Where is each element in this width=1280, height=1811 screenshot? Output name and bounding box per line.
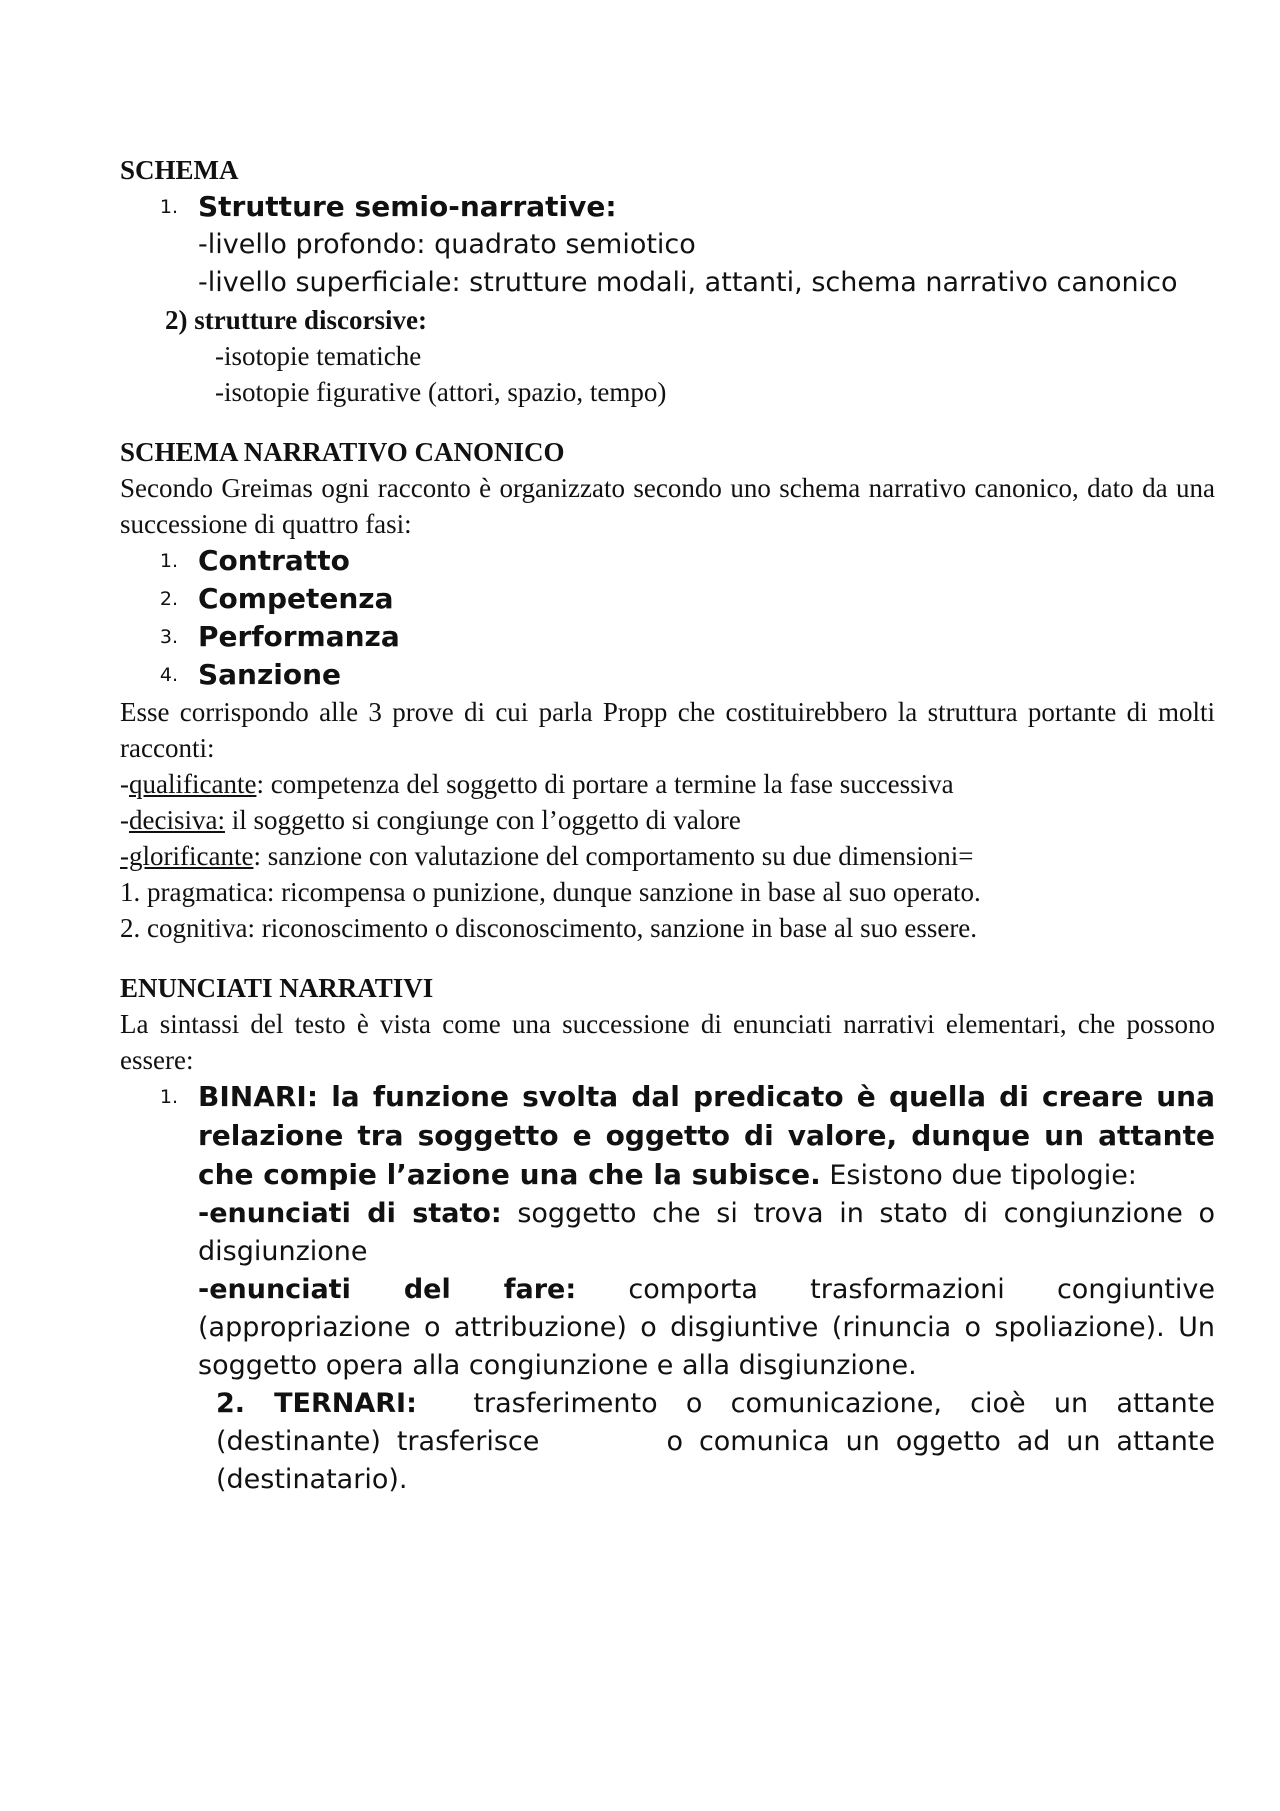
item-line: -livello profondo: quadrato semiotico [198, 229, 696, 260]
enunciati-del-fare: -enunciati del fare: comporta trasformazioni congiuntive (appropriazione o attribuzione) o disgiuntive (rinuncia o spoliazione). Un soggetto opera alla congiunzione e alla disgiunzione. [198, 1274, 1215, 1381]
document-page [120, 152, 1224, 1499]
item-line: -isotopie tematiche [215, 341, 422, 371]
schema-item-1 [120, 188, 1215, 302]
prova-decisiva: -decisiva: il soggetto si congiunge con l’oggetto di valore [120, 805, 741, 835]
enunciati-item-1: 1. BINARI: la funzione svolta dal predicato è quella di creare una relazione tra soggetto e oggetto di valore, dunque un attante che compie l’azione una che la subisce. Esistono due tipologie: -enunciati di stato: soggetto che si trova in stato di congiunzione o disgiunzione -enunciati del fare: comporta trasformazioni congiuntive (appropriazione o attribuzione) o disgiuntive (rinuncia o spoliazione). Un soggetto opera alla congiunzione e alla disgiunzione. 2. TERNARI: trasferimento o comunicazione, cioè un attante (destinante) trasferisce o comunica un oggetto ad un attante (destinatario). [120, 1078, 1215, 1499]
item-line: -isotopie figurative (attori, spazio, tempo) [215, 377, 667, 407]
phase-list [120, 542, 1215, 694]
prova-qualificante: -qualificante: competenza del soggetto di portare a termine la fase successiva [120, 769, 954, 799]
list-item: 2. Competenza [159, 582, 394, 615]
list-item: 4. Sanzione [159, 658, 342, 691]
schema-item-2-title: 2) strutture discorsive: [165, 305, 427, 335]
dimension-line: 1. pragmatica: ricompensa o punizione, dunque sanzione in base al suo operato. [120, 877, 981, 907]
paragraph: Secondo Greimas ogni racconto è organizzato secondo uno schema narrativo canonico, dato da una successione di quattro fasi: [120, 473, 1215, 539]
section-title-snc: SCHEMA NARRATIVO CANONICO [120, 437, 565, 467]
dimension-line: 2. cognitiva: riconoscimento o disconoscimento, sanzione in base al suo essere. [120, 913, 978, 943]
enunciati-di-stato: -enunciati di stato: soggetto che si trova in stato di congiunzione o disgiunzione [198, 1198, 1215, 1267]
item-title: Strutture semio-narrative: [198, 190, 617, 223]
paragraph: Esse corrispondo alle 3 prove di cui parla Propp che costituirebbero la struttura portante di molti racconti: [120, 697, 1215, 763]
enunciati-ternari: 2. TERNARI: trasferimento o comunicazione, cioè un attante (destinante) trasferisce o comunica un oggetto ad un attante (destinatario). [216, 1388, 1224, 1495]
prova-glorificante: -glorificante: sanzione con valutazione del comportamento su due dimensioni= [120, 841, 974, 871]
list-number: 1. [159, 196, 178, 218]
list-item: 3. Performanza [159, 620, 400, 653]
item-line: -livello superficiale: strutture modali, attanti, schema narrativo canonico [198, 267, 1178, 298]
section-title-schema: SCHEMA [120, 155, 239, 185]
list-item: 1. Contratto [159, 544, 350, 577]
list-number: 1. [159, 1086, 178, 1108]
section-title-enunciati: ENUNCIATI NARRATIVI [120, 973, 434, 1003]
paragraph: La sintassi del testo è vista come una successione di enunciati narrativi elementari, che possono essere: [120, 1009, 1215, 1075]
